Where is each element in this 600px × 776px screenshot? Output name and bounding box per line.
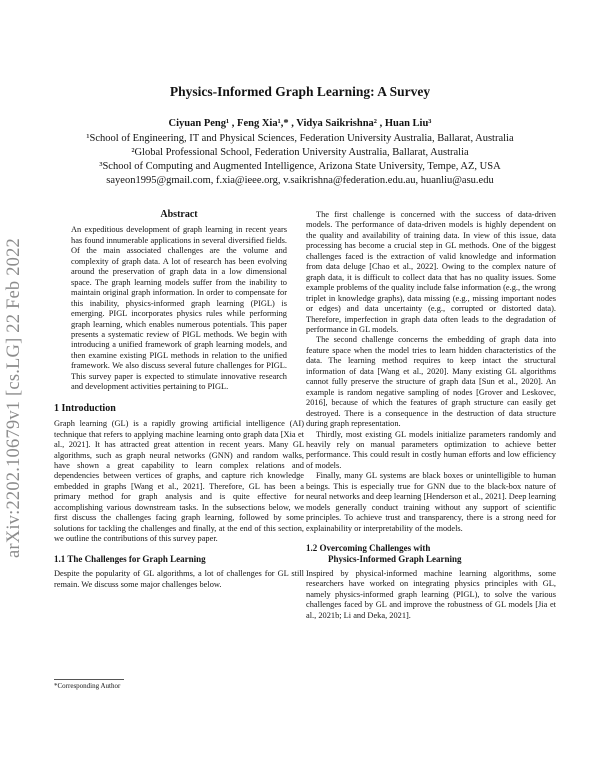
subsection-1-1-paragraph: Despite the popularity of GL algorithms, a lot of challenges for GL still remain. We discuss some major challenges below.: [54, 569, 304, 589]
abstract-heading: Abstract: [160, 209, 198, 220]
footnote: [54, 679, 304, 690]
footnote-text: *Corresponding Author: [54, 682, 121, 690]
left-column: [54, 210, 304, 590]
author-list: Ciyuan Peng¹ , Feng Xia¹,* , Vidya Saikrishna² , Huan Liu³: [168, 118, 432, 129]
author-emails: sayeon1995@gmail.com, f.xia@ieee.org, v.saikrishna@federation.edu.au, huanliu@asu.edu: [106, 175, 494, 186]
subsection-heading-1-2-line2: Physics-Informed Graph Learning: [328, 553, 462, 564]
challenge-paragraph-3: Thirdly, most existing GL models initialize parameters randomly and heavily rely on manual parameters optimization to achieve better performance. This could result in costly human efforts and low efficiency of models.: [306, 429, 556, 470]
challenge-paragraph-1: The first challenge is concerned with the success of data-driven models. The performance of data-driven models is highly dependent on the quality and availability of training data. In view of this issue, data processing has become a crucial step in GL methods. One of the biggest challenges faced is the extraction of valid knowledge and information from data deluge [Chao et al., 2022]. Owing to the complex nature of graph data, it is difficult to collect data that has no quality issues. Some example problems of the quality include false information (e.g., the wrong triplet in knowledge graphs), data missing (e.g., missing important nodes or edges) and data uncertainty (e.g., corrupted or distorted data). Therefore, imperfection in graph data often leads to the degradation of performance in GL models.: [306, 210, 556, 334]
challenge-paragraph-4: Finally, many GL systems are black boxes or unintelligible to human beings. This is especially true for GNN due to the black-box nature of neural networks and deep learning [Henderson et al., 2021]. Deep learning models generally conduct training without any support of scientific principles. To achieve trust and transparency, there is a strong need for explainability or interpretability of the models.: [306, 471, 556, 533]
subsection-heading-1-2: [306, 543, 556, 564]
introduction-paragraph: Graph learning (GL) is a rapidly growing artificial intelligence (AI) technique that refers to applying machine learning onto graph data [Xia et al., 2021]. It has attracted great attention in recent years. Many GL algorithms, such as graph neural networks (GNN) and random walks, have shown a great capability to learn complex relations and dependencies between vertices of graphs, and capture rich knowledge embedded in graphs [Wang et al., 2021]. Therefore, GL has been a primary method for graph analysis and is quite effective for accomplishing various downstream tasks. In the subsections below, we first discuss the challenges facing graph learning, followed by some solutions for tackling the challenges and finally, at the end of this section, we outline the contributions of this survey paper.: [54, 419, 304, 544]
subsection-1-2-paragraph: Inspired by physical-informed machine learning algorithms, some researchers have worked on integrating physics principles with GL, namely physics-informed graph learning (PIGL), to solve the various challenges faced by GL and improve the robustness of GL models [Jia et al., 2021b; Li and Deka, 2021].: [306, 568, 556, 620]
section-heading-introduction: 1 Introduction: [54, 402, 116, 414]
affiliation-2: ²Global Professional School, Federation University Australia, Ballarat, Australia: [131, 147, 469, 158]
paper-title: Physics-Informed Graph Learning: A Survey: [169, 84, 431, 99]
subsection-heading-1-2-line1: 1.2 Overcoming Challenges with: [306, 543, 431, 554]
footnote-rule: [54, 679, 124, 680]
arxiv-stamp: arXiv:2202.10679v1 [cs.LG] 22 Feb 2022: [4, 237, 24, 558]
affiliation-1: ¹School of Engineering, IT and Physical Sciences, Federation University Australia, Ballarat, Australia: [86, 133, 514, 144]
subsection-heading-1-1: 1.1 The Challenges for Graph Learning: [54, 553, 206, 564]
affiliation-3: ³School of Computing and Augmented Intelligence, Arizona State University, Tempe, AZ, USA: [99, 161, 501, 172]
paper-header: [60, 84, 540, 188]
right-column: [306, 210, 556, 621]
challenge-paragraph-2: The second challenge concerns the embedding of graph data into feature space when the model tries to learn hidden characteristics of the data. The learning method requires to keep intact the structural information of data [Wang et al., 2020]. Many existing GL algorithms cannot fully preserve the structure of graph data [Sun et al., 2020]. An example is random negative sampling of nodes [Grover and Leskovec, 2016], because of which the features of graph structure can easily get destroyed. There is a consequence in the destruction of data structure during graph representation.: [306, 335, 556, 429]
abstract-text: An expeditious development of graph learning in recent years has found innumerable applications in several diversified fields. Of the main associated challenges are the volume and complexity of graph data. A lot of research has been evolving around the preservation of graph data in a low dimensional space. The graph learning models suffer from the inability to maintain original graph information. In order to compensate for this inability, physics-informed graph learning (PIGL) is emerging. PIGL incorporates physics rules while performing graph learning, which enables numerous potentials. This paper presents a systematic review of PIGL methods. We begin with introducing a unified framework of graph learning models, and then examine existing PIGL methods in relation to the unified framework. We also discuss several future challenges for PIGL. This survey paper is expected to stimulate innovative research and development activities pertaining to PIGL.: [71, 225, 287, 392]
